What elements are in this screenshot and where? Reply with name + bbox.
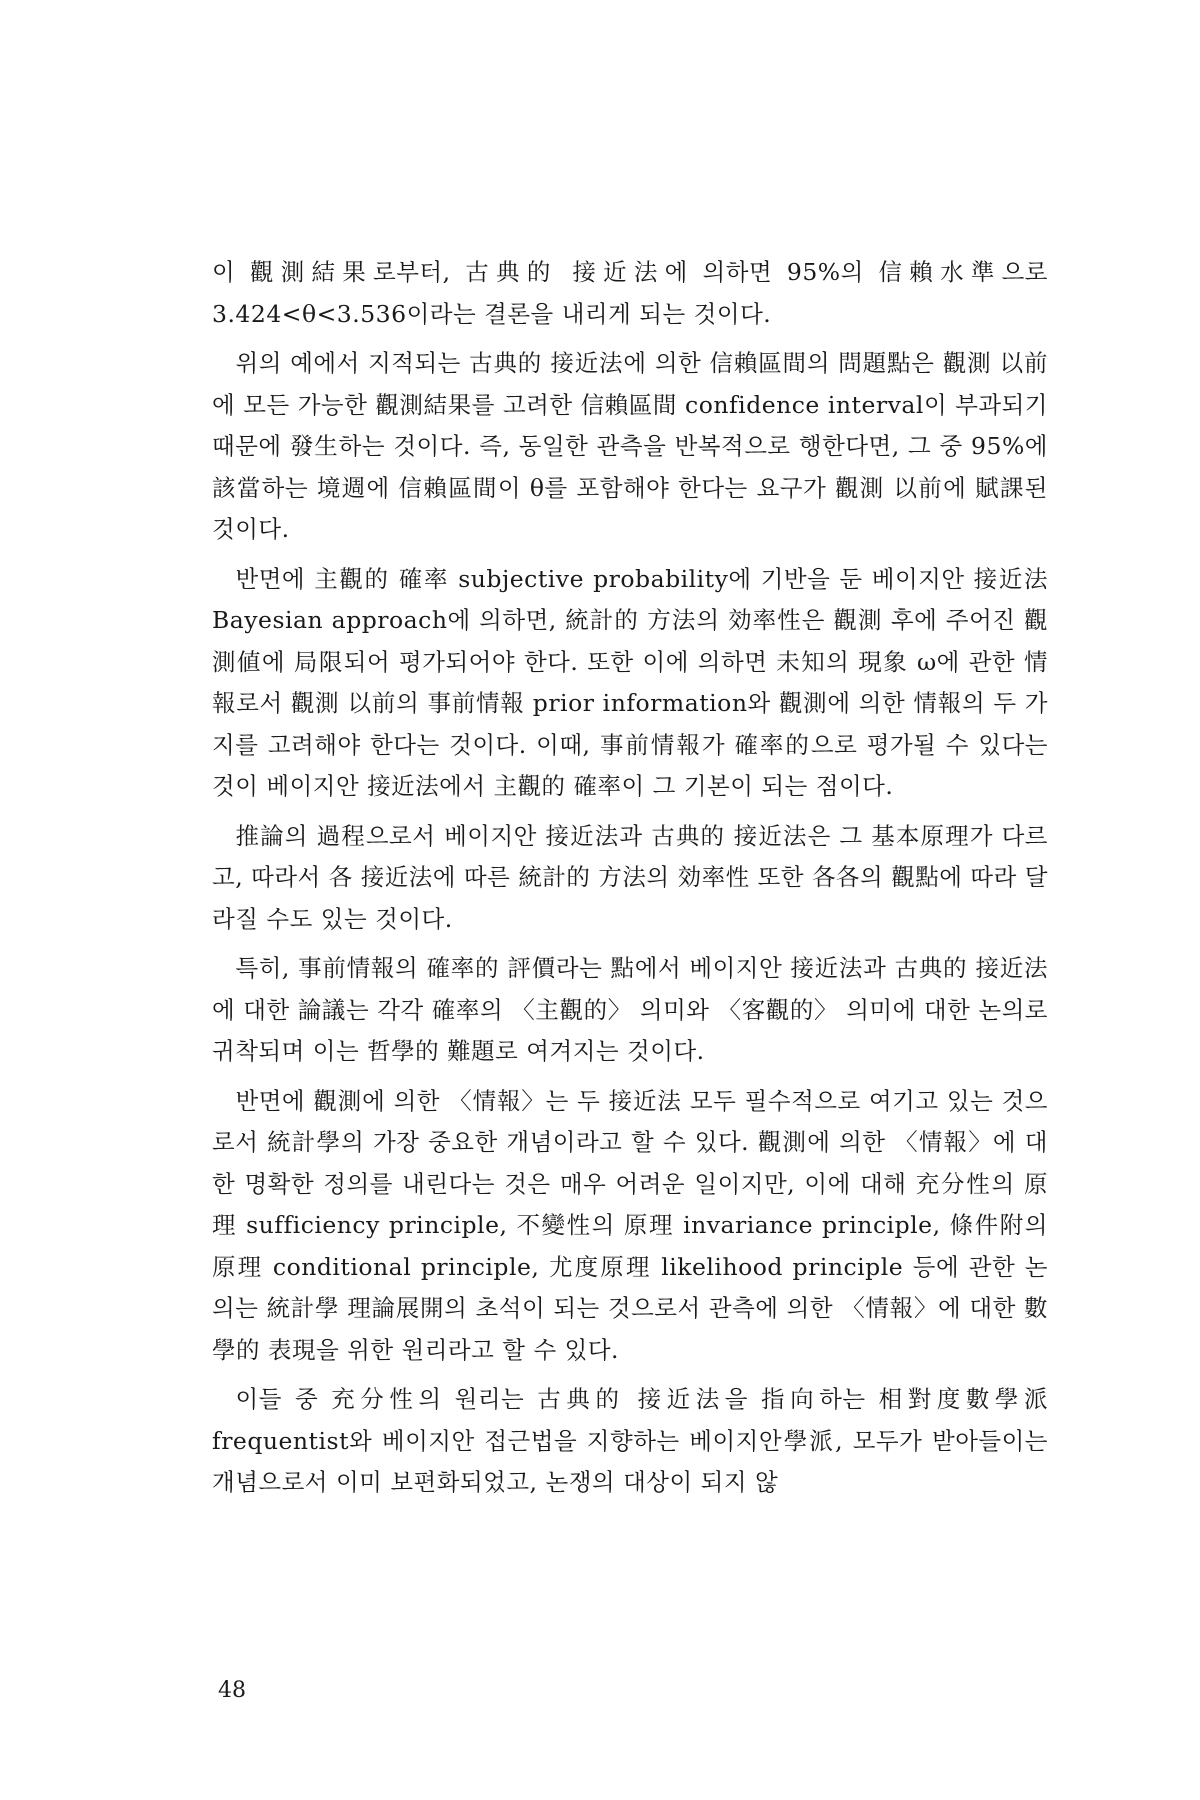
paragraph: 반면에 主觀的 確率 subjective probability에 기반을 둔 베이지안 接近法 Bayesian approach에 의하면, 統計的 方法의 効率性은 觀測 후에 주어진 觀測値에 局限되어 평가되어야 한다. 또한 이에 의하면 未知의 現象 ω에 관한 情報로서 觀測 以前의 事前情報 prior information와 觀測에 의한 情報의 두 가지를 고려해야 한다는 것이다. 이때, 事前情報가 確率的으로 평가될 수 있다는 것이 베이지안 接近法에서 主觀的 確率이 그 기본이 되는 점이다. bbox=[212, 564, 1048, 800]
paragraph: 반면에 觀測에 의한 〈情報〉는 두 接近法 모두 필수적으로 여기고 있는 것으로서 統計學의 가장 중요한 개념이라고 할 수 있다. 觀測에 의한 〈情報〉에 대한 명확한 정의를 내린다는 것은 매우 어려운 일이지만, 이에 대해 充分性의 原理 sufficiency principle, 不變性의 原理 invariance principle, 條件附의 原理 conditional principle, 尤度原理 likelihood principle 등에 관한 논의는 統計學 理論展開의 초석이 되는 것으로서 관측에 의한 〈情報〉에 대한 數學的 表現을 위한 원리라고 할 수 있다. bbox=[212, 1086, 1048, 1364]
paragraph: 推論의 過程으로서 베이지안 接近法과 古典的 接近法은 그 基本原理가 다르고, 따라서 各 接近法에 따른 統計的 方法의 効率性 또한 各各의 觀點에 따라 달라질 수도 있는 것이다. bbox=[212, 821, 1048, 933]
paragraph: 이 觀測結果로부터, 古典的 接近法에 의하면 95%의 信賴水準으로 3.424<θ<3.536이라는 결론을 내리게 되는 것이다. bbox=[212, 258, 1048, 328]
paragraph: 특히, 事前情報의 確率的 評價라는 點에서 베이지안 接近法과 古典的 接近法에 대한 論議는 각각 確率의 〈主觀的〉 의미와 〈客觀的〉 의미에 대한 논의로 귀착되며 이는 哲學的 難題로 여겨지는 것이다. bbox=[212, 954, 1048, 1065]
page-number: 48 bbox=[218, 1678, 246, 1703]
paragraph: 이들 중 充分性의 원리는 古典的 接近法을 指向하는 相對度數學派 frequentist와 베이지안 접근법을 지향하는 베이지안學派, 모두가 받아들이는 개념으로서 이미 보편화되었고, 논쟁의 대상이 되지 않 bbox=[212, 1385, 1048, 1496]
page-body bbox=[212, 252, 1048, 1512]
paragraph: 위의 예에서 지적되는 古典的 接近法에 의한 信賴區間의 問題點은 觀測 以前에 모든 가능한 觀測結果를 고려한 信賴區間 confidence interval이 부과되기 때문에 發生하는 것이다. 즉, 동일한 관측을 반복적으로 행한다면, 그 중 95%에 該當하는 境週에 信賴區間이 θ를 포함해야 한다는 요구가 觀測 以前에 賦課된 것이다. bbox=[212, 349, 1048, 543]
